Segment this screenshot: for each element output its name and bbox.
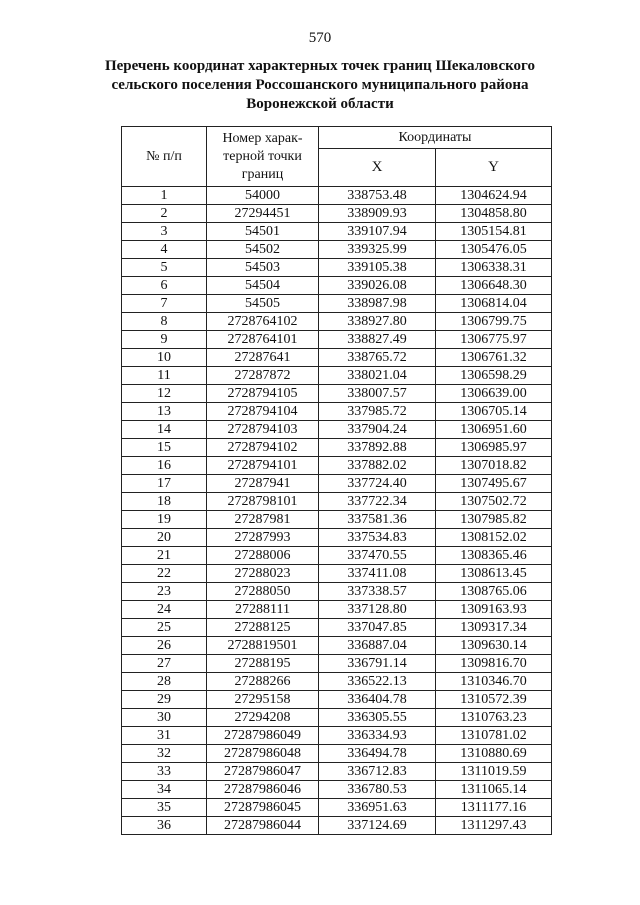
cell-x: 338909.93 [319,205,436,223]
cell-y: 1308365.46 [436,547,552,565]
cell-x: 337904.24 [319,421,436,439]
cell-row-number: 28 [122,673,207,691]
cell-y: 1308765.06 [436,583,552,601]
table-row [122,727,552,745]
document-title [100,57,540,114]
header-x: X [319,149,436,187]
cell-x: 337534.83 [319,529,436,547]
cell-y: 1306985.97 [436,439,552,457]
cell-row-number: 15 [122,439,207,457]
table-row [122,673,552,691]
cell-point-number: 2728794103 [207,421,319,439]
cell-y: 1309163.93 [436,601,552,619]
cell-x: 336887.04 [319,637,436,655]
cell-point-number: 27287981 [207,511,319,529]
cell-x: 337470.55 [319,547,436,565]
cell-point-number: 27288266 [207,673,319,691]
cell-y: 1310781.02 [436,727,552,745]
cell-x: 337882.02 [319,457,436,475]
cell-row-number: 16 [122,457,207,475]
cell-x: 337892.88 [319,439,436,457]
title-line-2: сельского поселения Россошанского муниципального района [111,77,529,93]
table-row [122,385,552,403]
cell-x: 338927.80 [319,313,436,331]
table-row [122,241,552,259]
title-line-1: Перечень координат характерных точек границ Шекаловского [104,58,535,74]
cell-row-number: 17 [122,475,207,493]
cell-x: 339105.38 [319,259,436,277]
cell-point-number: 2728798101 [207,493,319,511]
cell-x: 339107.94 [319,223,436,241]
cell-point-number: 27294451 [207,205,319,223]
cell-y: 1307018.82 [436,457,552,475]
cell-x: 337047.85 [319,619,436,637]
cell-y: 1306648.30 [436,277,552,295]
header-row-number: № п/п [122,127,207,187]
cell-point-number: 27295158 [207,691,319,709]
table-row [122,187,552,205]
coordinates-table [121,126,552,835]
cell-y: 1311065.14 [436,781,552,799]
cell-point-number: 27287941 [207,475,319,493]
cell-y: 1311019.59 [436,763,552,781]
cell-point-number: 54502 [207,241,319,259]
cell-x: 338987.98 [319,295,436,313]
cell-y: 1306639.00 [436,385,552,403]
cell-y: 1304858.80 [436,205,552,223]
table-row [122,691,552,709]
table-row [122,367,552,385]
cell-y: 1305476.05 [436,241,552,259]
cell-y: 1308152.02 [436,529,552,547]
header-point-number [207,127,319,187]
cell-point-number: 2728794105 [207,385,319,403]
cell-x: 338007.57 [319,385,436,403]
cell-point-number: 54000 [207,187,319,205]
cell-row-number: 21 [122,547,207,565]
cell-point-number: 2728794104 [207,403,319,421]
table-row [122,547,552,565]
cell-y: 1304624.94 [436,187,552,205]
cell-x: 336404.78 [319,691,436,709]
cell-point-number: 27287872 [207,367,319,385]
cell-row-number: 18 [122,493,207,511]
cell-point-number: 27287986046 [207,781,319,799]
cell-point-number: 2728764102 [207,313,319,331]
cell-row-number: 9 [122,331,207,349]
cell-point-number: 54505 [207,295,319,313]
cell-row-number: 7 [122,295,207,313]
cell-row-number: 2 [122,205,207,223]
cell-x: 338021.04 [319,367,436,385]
cell-x: 338765.72 [319,349,436,367]
cell-y: 1306338.31 [436,259,552,277]
cell-y: 1306761.32 [436,349,552,367]
table-header [122,127,552,187]
cell-y: 1309630.14 [436,637,552,655]
header-point-line-1: Номер харак- [222,130,303,146]
cell-y: 1307502.72 [436,493,552,511]
cell-x: 336305.55 [319,709,436,727]
cell-y: 1309317.34 [436,619,552,637]
cell-point-number: 27288125 [207,619,319,637]
cell-y: 1310572.39 [436,691,552,709]
cell-row-number: 34 [122,781,207,799]
cell-point-number: 27287641 [207,349,319,367]
cell-y: 1310346.70 [436,673,552,691]
table-row [122,511,552,529]
table-row [122,331,552,349]
cell-row-number: 32 [122,745,207,763]
table-row [122,655,552,673]
cell-y: 1310880.69 [436,745,552,763]
cell-x: 339026.08 [319,277,436,295]
table-row [122,799,552,817]
cell-x: 337128.80 [319,601,436,619]
table-row [122,601,552,619]
cell-row-number: 35 [122,799,207,817]
cell-row-number: 6 [122,277,207,295]
cell-y: 1306799.75 [436,313,552,331]
cell-point-number: 27287986047 [207,763,319,781]
cell-point-number: 54501 [207,223,319,241]
table-row [122,349,552,367]
cell-point-number: 27287986045 [207,799,319,817]
cell-x: 336334.93 [319,727,436,745]
cell-x: 337338.57 [319,583,436,601]
table-row [122,493,552,511]
cell-row-number: 8 [122,313,207,331]
cell-point-number: 27287986048 [207,745,319,763]
cell-point-number: 27288050 [207,583,319,601]
cell-point-number: 54504 [207,277,319,295]
cell-point-number: 2728794102 [207,439,319,457]
cell-row-number: 31 [122,727,207,745]
cell-row-number: 19 [122,511,207,529]
cell-point-number: 27287986044 [207,817,319,835]
cell-y: 1310763.23 [436,709,552,727]
cell-y: 1306951.60 [436,421,552,439]
header-y: Y [436,149,552,187]
table-row [122,439,552,457]
cell-row-number: 14 [122,421,207,439]
table-row [122,313,552,331]
table-row [122,475,552,493]
cell-row-number: 3 [122,223,207,241]
table-row [122,421,552,439]
table-row [122,763,552,781]
cell-x: 337722.34 [319,493,436,511]
cell-row-number: 30 [122,709,207,727]
cell-point-number: 27288111 [207,601,319,619]
cell-x: 337985.72 [319,403,436,421]
table-row [122,709,552,727]
cell-row-number: 13 [122,403,207,421]
table-body [122,187,552,835]
title-line-3: Воронежской области [246,96,394,112]
cell-row-number: 25 [122,619,207,637]
cell-y: 1311297.43 [436,817,552,835]
header-point-line-2: терной точки [223,148,302,164]
table-row [122,781,552,799]
table-row [122,565,552,583]
table-row [122,637,552,655]
cell-y: 1306814.04 [436,295,552,313]
cell-point-number: 27294208 [207,709,319,727]
cell-y: 1308613.45 [436,565,552,583]
table-row [122,403,552,421]
cell-point-number: 27287986049 [207,727,319,745]
cell-row-number: 20 [122,529,207,547]
cell-point-number: 27288195 [207,655,319,673]
cell-row-number: 1 [122,187,207,205]
cell-y: 1306775.97 [436,331,552,349]
cell-x: 336791.14 [319,655,436,673]
cell-row-number: 36 [122,817,207,835]
cell-row-number: 29 [122,691,207,709]
cell-point-number: 27288023 [207,565,319,583]
cell-point-number: 54503 [207,259,319,277]
header-coordinates: Координаты [319,127,552,149]
cell-point-number: 2728764101 [207,331,319,349]
cell-row-number: 4 [122,241,207,259]
cell-row-number: 11 [122,367,207,385]
table-row [122,277,552,295]
cell-y: 1306705.14 [436,403,552,421]
table-row [122,619,552,637]
cell-y: 1309816.70 [436,655,552,673]
cell-point-number: 2728819501 [207,637,319,655]
cell-x: 338827.49 [319,331,436,349]
cell-y: 1305154.81 [436,223,552,241]
table-row [122,583,552,601]
page-number: 570 [308,30,332,46]
header-point-line-3: границ [241,166,284,182]
cell-x: 336951.63 [319,799,436,817]
table-row [122,817,552,835]
table-row [122,529,552,547]
cell-row-number: 10 [122,349,207,367]
cell-row-number: 22 [122,565,207,583]
cell-y: 1311177.16 [436,799,552,817]
cell-point-number: 27287993 [207,529,319,547]
cell-x: 338753.48 [319,187,436,205]
table-row [122,259,552,277]
cell-y: 1307495.67 [436,475,552,493]
table-row [122,295,552,313]
table-row [122,205,552,223]
cell-y: 1306598.29 [436,367,552,385]
table-row [122,223,552,241]
cell-x: 337581.36 [319,511,436,529]
cell-point-number: 27288006 [207,547,319,565]
cell-row-number: 26 [122,637,207,655]
cell-row-number: 24 [122,601,207,619]
cell-row-number: 33 [122,763,207,781]
cell-x: 336494.78 [319,745,436,763]
cell-x: 336780.53 [319,781,436,799]
cell-x: 336522.13 [319,673,436,691]
cell-x: 339325.99 [319,241,436,259]
cell-x: 337124.69 [319,817,436,835]
cell-x: 337724.40 [319,475,436,493]
cell-y: 1307985.82 [436,511,552,529]
cell-point-number: 2728794101 [207,457,319,475]
cell-row-number: 23 [122,583,207,601]
cell-x: 337411.08 [319,565,436,583]
cell-row-number: 27 [122,655,207,673]
table-row [122,457,552,475]
cell-x: 336712.83 [319,763,436,781]
table-row [122,745,552,763]
cell-row-number: 12 [122,385,207,403]
cell-row-number: 5 [122,259,207,277]
